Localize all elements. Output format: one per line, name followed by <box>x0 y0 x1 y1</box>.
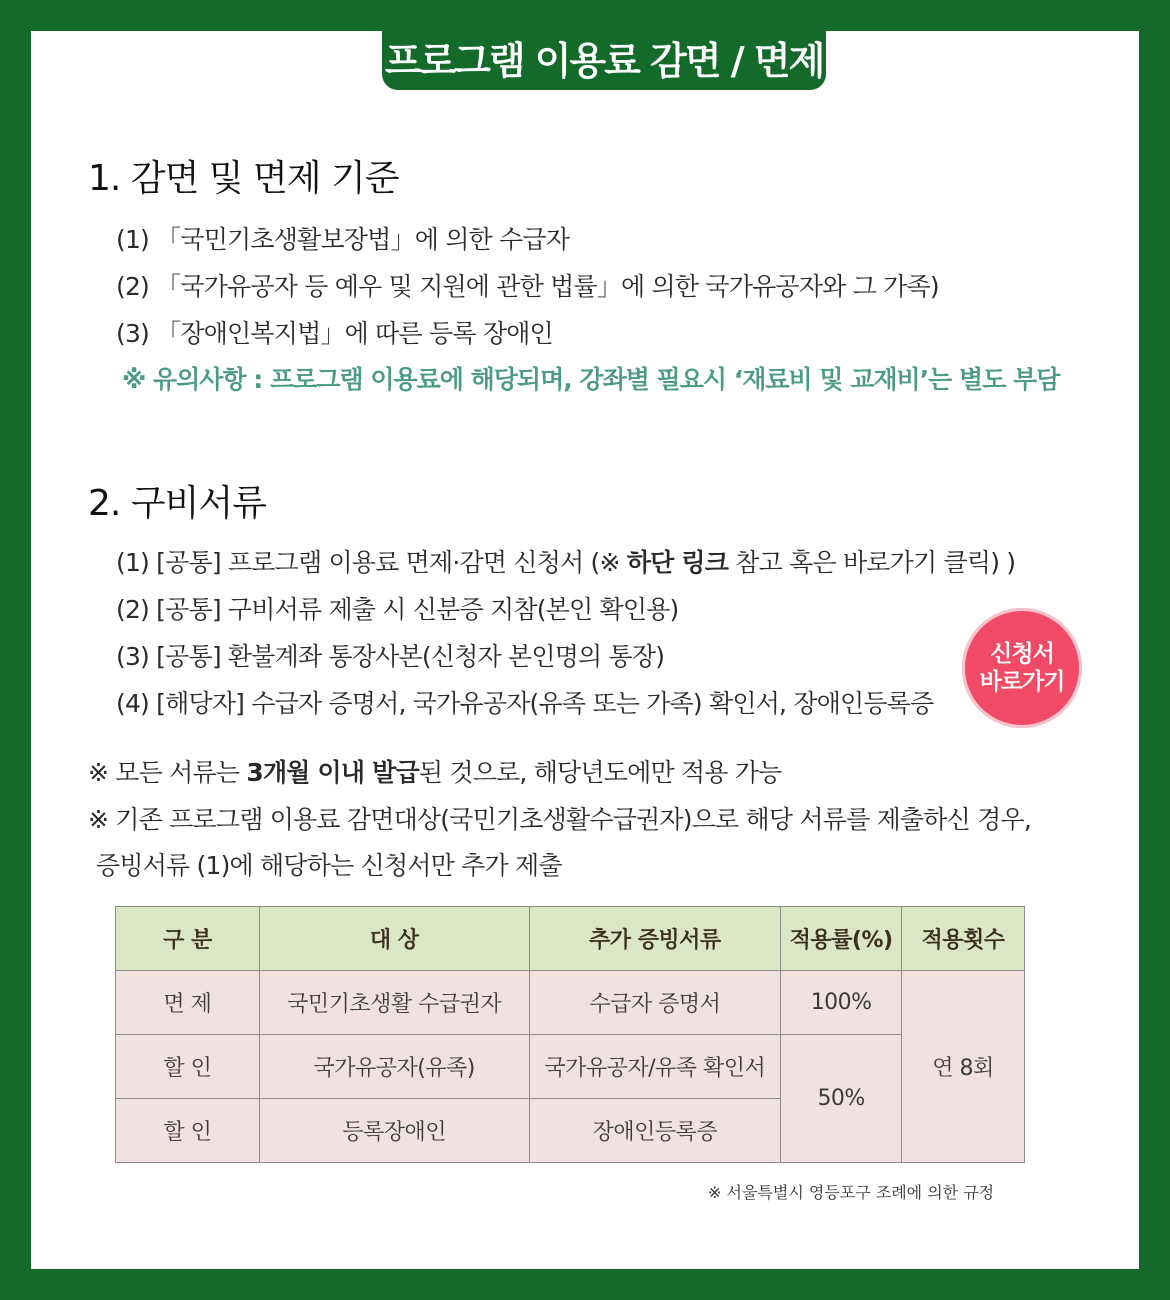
cell-count: 연 8회 <box>902 971 1025 1163</box>
document-item-1-tail: 참고 혹은 바로가기 클릭) ) <box>728 548 1016 577</box>
note-validity-tail: 된 것으로, 해당년도에만 적용 가능 <box>418 758 782 787</box>
criteria-item-2: (2) 「국가유공자 등 예우 및 지원에 관한 법률」에 의한 국가유공자와 그 가족) <box>116 272 939 301</box>
cell-doc: 장애인등록증 <box>529 1099 781 1163</box>
cell-doc: 수급자 증명서 <box>529 971 781 1035</box>
discount-table <box>115 906 1025 1163</box>
notice-text: ※ 유의사항 : 프로그램 이용료에 해당되며, 강좌별 필요시 ‘재료비 및 교재비’는 별도 부담 <box>122 365 1060 394</box>
document-item-3: (3) [공통] 환불계좌 통장사본(신청자 본인명의 통장) <box>116 642 665 671</box>
section2-heading: 2. 구비서류 <box>88 483 266 524</box>
header-count: 적용횟수 <box>902 907 1025 971</box>
footnote: ※ 서울특별시 영등포구 조례에 의한 규정 <box>708 1183 995 1202</box>
note-existing-line1: ※ 기존 프로그램 이용료 감면대상(국민기초생활수급권자)으로 해당 서류를 제출하신 경우, <box>88 805 1031 834</box>
cell-type: 할 인 <box>116 1035 260 1099</box>
document-item-1-text: (1) [공통] 프로그램 이용료 면제·감면 신청서 (※ <box>116 548 627 577</box>
cell-target: 등록장애인 <box>259 1099 529 1163</box>
criteria-item-3: (3) 「장애인복지법」에 따른 등록 장애인 <box>116 319 553 348</box>
note-validity-text: ※ 모든 서류는 <box>88 758 247 787</box>
header-target: 대 상 <box>259 907 529 971</box>
header-category: 구 분 <box>116 907 260 971</box>
cell-type: 면 제 <box>116 971 260 1035</box>
page-title: 프로그램 이용료 감면 / 면제 <box>382 31 826 90</box>
header-rate: 적용률(%) <box>781 907 902 971</box>
apply-form-button[interactable] <box>962 608 1082 728</box>
document-item-4: (4) [해당자] 수급자 증명서, 국가유공자(유족 또는 가족) 확인서, 장애인등록증 <box>116 689 934 718</box>
note-validity <box>88 753 782 789</box>
note-validity-bold: 3개월 이내 발급 <box>246 758 419 787</box>
apply-form-line2: 바로가기 <box>979 669 1065 695</box>
table-row <box>116 1035 1025 1099</box>
cell-rate-full: 100% <box>781 971 902 1035</box>
criteria-item-1: (1) 「국민기초생활보장법」에 의한 수급자 <box>116 225 570 254</box>
apply-form-line1: 신청서 <box>990 641 1054 667</box>
document-item-2: (2) [공통] 구비서류 제출 시 신분증 지참(본인 확인용) <box>116 595 679 624</box>
section1-heading: 1. 감면 및 면제 기준 <box>88 158 399 199</box>
table-row <box>116 971 1025 1035</box>
document-item-1 <box>116 543 1015 579</box>
cell-target: 국민기초생활 수급권자 <box>259 971 529 1035</box>
header-document: 추가 증빙서류 <box>529 907 781 971</box>
cell-target: 국가유공자(유족) <box>259 1035 529 1099</box>
link-emphasis: 하단 링크 <box>626 548 729 577</box>
note-existing-line2: 증빙서류 (1)에 해당하는 신청서만 추가 제출 <box>96 851 562 880</box>
cell-doc: 국가유공자/유족 확인서 <box>529 1035 781 1099</box>
cell-rate-half: 50% <box>781 1035 902 1163</box>
cell-type: 할 인 <box>116 1099 260 1163</box>
table-header-row <box>116 907 1025 971</box>
